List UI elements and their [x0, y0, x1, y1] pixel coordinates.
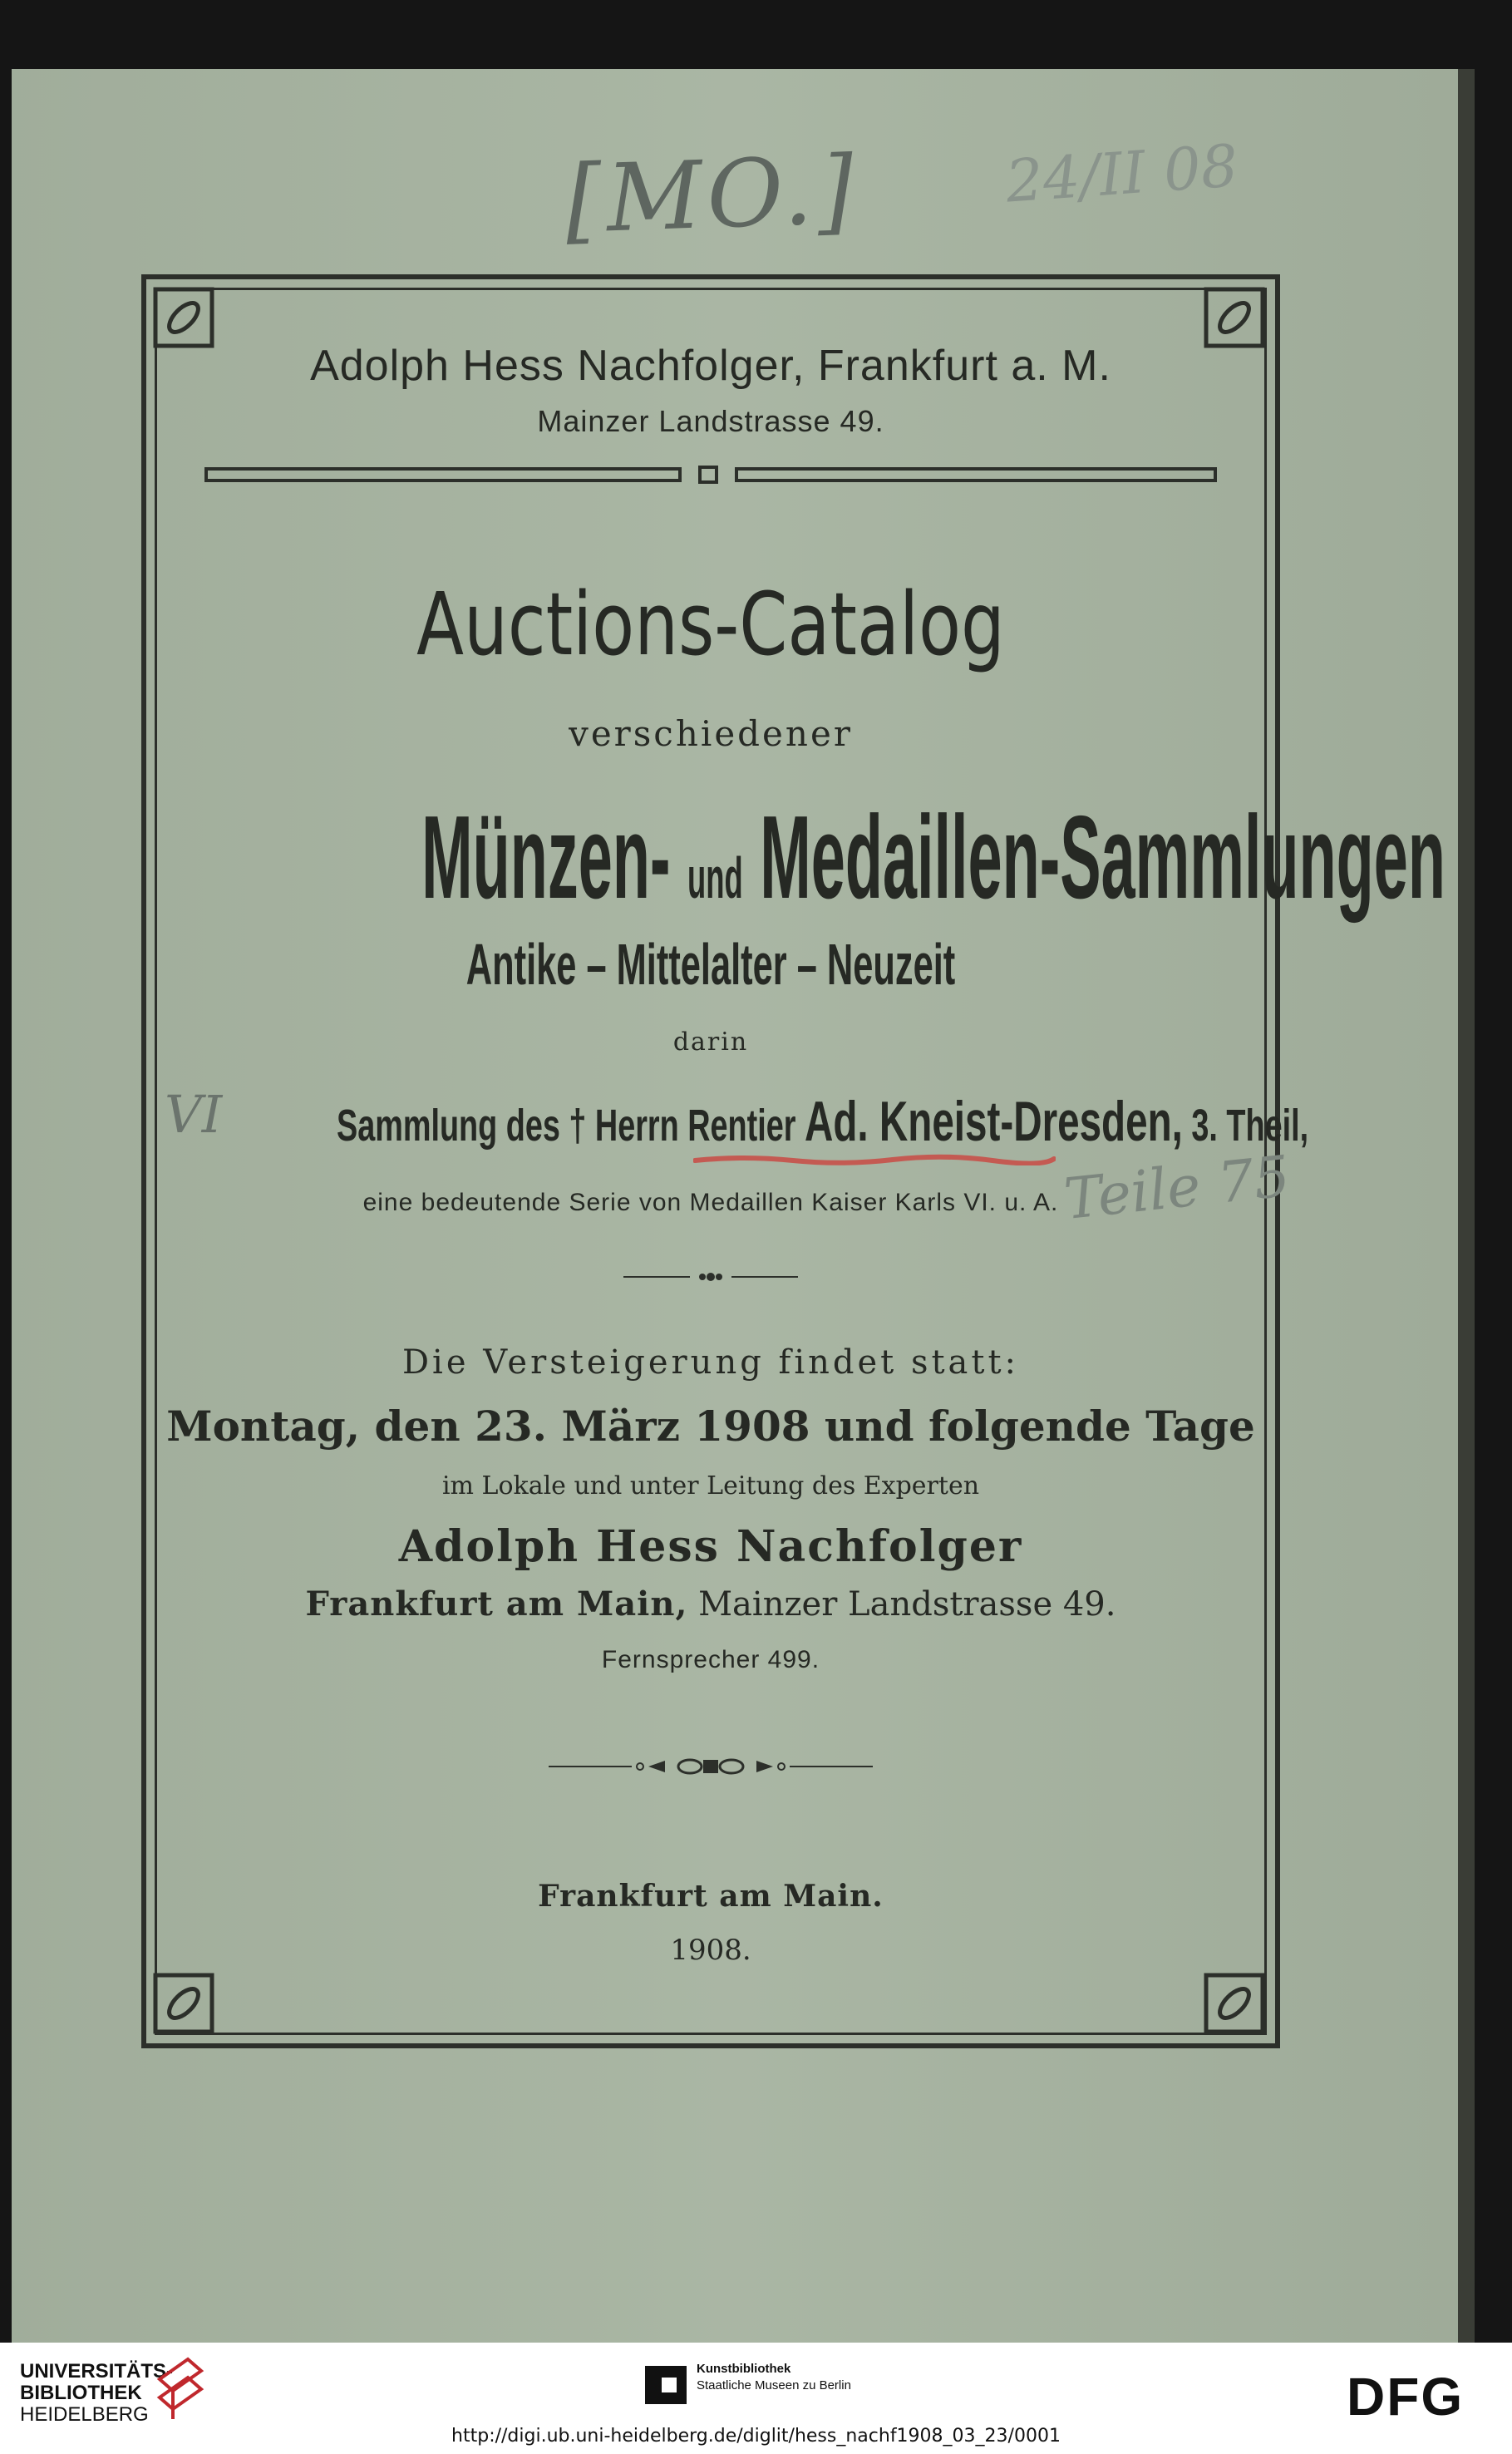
collection-name: Ad. Kneist-Dresden, — [804, 1090, 1183, 1153]
collection-line — [337, 1089, 1309, 1154]
kunstbibliothek-logo-icon[interactable] — [645, 2366, 687, 2404]
series-description: eine bedeutende Serie von Medaillen Kaiser Karls VI. u. A. — [362, 1189, 1059, 1216]
red-pencil-underline — [693, 1154, 1056, 1165]
publisher-address: Mainzer Landstrasse 49. — [537, 404, 884, 438]
phone-number: Fernsprecher 499. — [601, 1646, 820, 1673]
library-name-line-2: BIBLIOTHEK — [20, 2382, 142, 2404]
dfg-logo[interactable]: DFG — [1347, 2367, 1465, 2427]
main-heading-und: und — [687, 845, 743, 910]
handwritten-shelfmark: [MO.] — [563, 136, 861, 255]
pencil-teile-note: Teile 75 — [1061, 1143, 1293, 1234]
collection-prefix: Sammlung des † Herrn Rentier — [337, 1101, 796, 1151]
main-heading — [421, 790, 1446, 926]
expert-city: Frankfurt am Main, — [305, 1584, 688, 1624]
expert-street: Mainzer Landstrasse 49. — [698, 1585, 1116, 1624]
catalogue-title: Auctions-Catalog — [416, 574, 1005, 675]
periods-line: Antike – Mittelalter – Neuzeit — [465, 932, 956, 997]
library-name-line-3: HEIDELBERG — [20, 2403, 149, 2426]
publisher-name: Adolph Hess Nachfolger, Frankfurt a. M. — [310, 342, 1111, 390]
main-heading-part-2: Medaillen-Sammlungen — [760, 791, 1446, 924]
small-divider-ornament-icon — [623, 1272, 798, 1282]
auction-intro: Die Versteigerung findet statt: — [401, 1343, 1020, 1382]
corner-ornament-icon — [1204, 1973, 1265, 2034]
flourish-ornament-icon — [549, 1754, 873, 1779]
auction-date: Montag, den 23. März 1908 und folgende Tage — [166, 1402, 1255, 1451]
main-heading-part-1: Münzen- — [421, 791, 671, 924]
museum-name: Staatliche Museen zu Berlin — [697, 2378, 851, 2392]
catalogue-subtitle: verschiedener — [569, 713, 853, 754]
permalink-url[interactable]: http://digi.ub.uni-heidelberg.de/diglit/hess_nachf1908_03_23/0001 — [451, 2426, 1061, 2447]
expert-name: Adolph Hess Nachfolger — [398, 1521, 1023, 1572]
corner-ornament-icon — [1204, 287, 1265, 348]
corner-ornament-icon — [153, 287, 214, 348]
heidelberg-library-logo[interactable] — [20, 2361, 173, 2426]
publication-place: Frankfurt am Main. — [538, 1879, 884, 1914]
decorative-rule-icon — [204, 464, 1217, 485]
publication-year: 1908. — [670, 1934, 751, 1967]
expert-address-line — [155, 1584, 1267, 1624]
library-emblem-icon — [155, 2354, 206, 2421]
handwritten-roman-numeral: VI — [165, 1084, 223, 1145]
collection-part: 3. Theil, — [1191, 1101, 1309, 1151]
pencil-date-note: 24/II 08 — [1003, 131, 1240, 216]
darin-label: darin — [672, 1027, 749, 1057]
venue-line: im Lokale und unter Leitung des Experten — [441, 1471, 980, 1500]
library-name-line-1: UNIVERSITÄTS- — [20, 2360, 174, 2383]
page-edge — [1458, 69, 1475, 2343]
corner-ornament-icon — [153, 1973, 214, 2034]
kunstbibliothek-name: Kunstbibliothek — [697, 2362, 791, 2376]
kunstbibliothek-label — [697, 2361, 851, 2394]
